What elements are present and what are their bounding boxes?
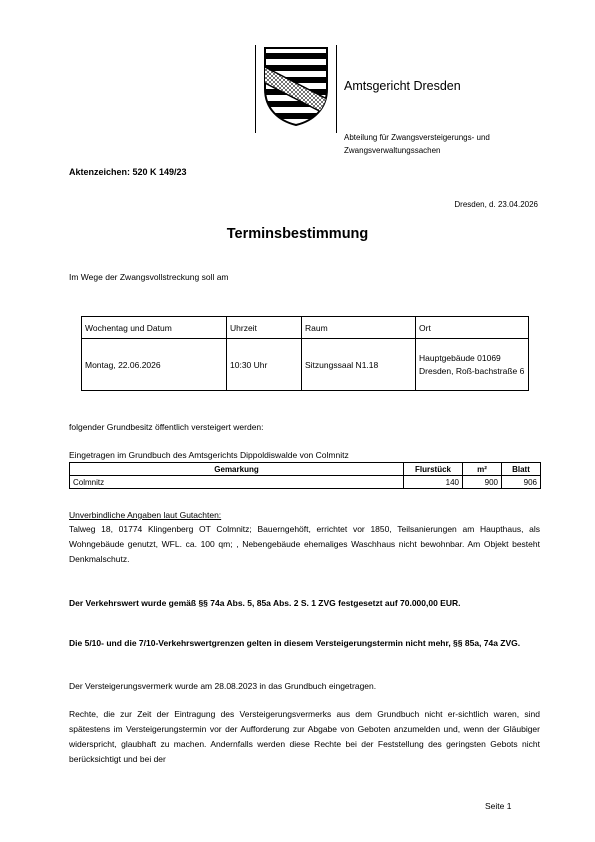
termin-header-place: Ort xyxy=(416,317,529,339)
intro-text: Im Wege der Zwangsvollstreckung soll am xyxy=(69,272,229,282)
court-name: Amtsgericht Dresden xyxy=(344,79,461,93)
grundbuch-blatt: 906 xyxy=(502,476,541,489)
termin-table xyxy=(81,316,529,391)
page-title: Terminsbestimmung xyxy=(226,226,369,242)
grundbuch-table xyxy=(69,462,541,489)
following-text: folgender Grundbesitz öffentlich versteigert werden: xyxy=(69,422,264,432)
gutachten-text: Talweg 18, 01774 Klingenberg OT Colmnitz; Bauerngehöft, errichtet vor 1850, Teilsanierungen am Haupthaus, als Wohngebäude genutzt, WFL. ca. 100 qm; , Nebengebäude ehemaliges Waschhaus nicht bewohnbar. Am Objekt besteht Denkmalschutz. xyxy=(69,524,540,564)
rechte-text: Rechte, die zur Zeit der Eintragung des Versteigerungsvermerks aus dem Grundbuch nicht er-sichtlich waren, sind spätestens im Versteigerungstermin vor der Aufforderung zur Abgabe von Geboten anzumelden und, wenn der Gläubiger widerspricht, glaubhaft zu machen. Andernfalls werden diese Rechte bei der Feststellung des geringsten Gebots nicht berücksichtigt und bei der xyxy=(69,709,540,764)
termin-header-date: Wochentag und Datum xyxy=(82,317,227,339)
header-divider-left xyxy=(255,45,256,133)
header-divider-right xyxy=(336,45,337,133)
termin-time: 10:30 Uhr xyxy=(227,339,302,391)
vermerk-text: Der Versteigerungsvermerk wurde am 28.08.2023 in das Grundbuch eingetragen. xyxy=(69,681,377,691)
page-number: Seite 1 xyxy=(485,801,512,811)
termin-header-time: Uhrzeit xyxy=(227,317,302,339)
grundbuch-header-blatt: Blatt xyxy=(502,463,541,476)
verkehrswert-text: Der Verkehrswert wurde gemäß §§ 74a Abs. 5, 85a Abs. 2 S. 1 ZVG festgesetzt auf 70.000,00 EUR. xyxy=(69,598,461,608)
aktenzeichen: Aktenzeichen: 520 K 149/23 xyxy=(69,167,187,177)
termin-table-row xyxy=(82,339,529,391)
grundbuch-header-area: m² xyxy=(463,463,502,476)
wertgrenzen-text: Die 5/10- und die 7/10-Verkehrswertgrenzen gelten in diesem Versteigerungstermin nicht mehr, §§ 85a, 74a ZVG. xyxy=(69,638,521,648)
termin-date: Montag, 22.06.2026 xyxy=(82,339,227,391)
gutachten-heading: Unverbindliche Angaben laut Gutachten: xyxy=(69,510,222,520)
grundbuch-gemarkung: Colmnitz xyxy=(70,476,404,489)
termin-header-room: Raum xyxy=(302,317,416,339)
court-department: Abteilung für Zwangsversteigerungs- und Zwangsverwaltungssachen xyxy=(344,133,490,155)
date-line: Dresden, d. 23.04.2026 xyxy=(454,200,538,209)
termin-table-header-row xyxy=(82,317,529,339)
termin-room: Sitzungssaal N1.18 xyxy=(302,339,416,391)
termin-place: Hauptgebäude 01069 Dresden, Roß-bachstraße 6 xyxy=(416,339,529,391)
grundbuch-header-gemarkung: Gemarkung xyxy=(70,463,404,476)
grundbuch-line: Eingetragen im Grundbuch des Amtsgerichts Dippoldiswalde von Colmnitz xyxy=(69,450,349,460)
grundbuch-table-row xyxy=(70,476,541,489)
grundbuch-area: 900 xyxy=(463,476,502,489)
saxony-coat-of-arms-icon xyxy=(261,45,331,132)
grundbuch-header-flurstueck: Flurstück xyxy=(404,463,463,476)
grundbuch-flurstueck: 140 xyxy=(404,476,463,489)
grundbuch-table-header-row xyxy=(70,463,541,476)
